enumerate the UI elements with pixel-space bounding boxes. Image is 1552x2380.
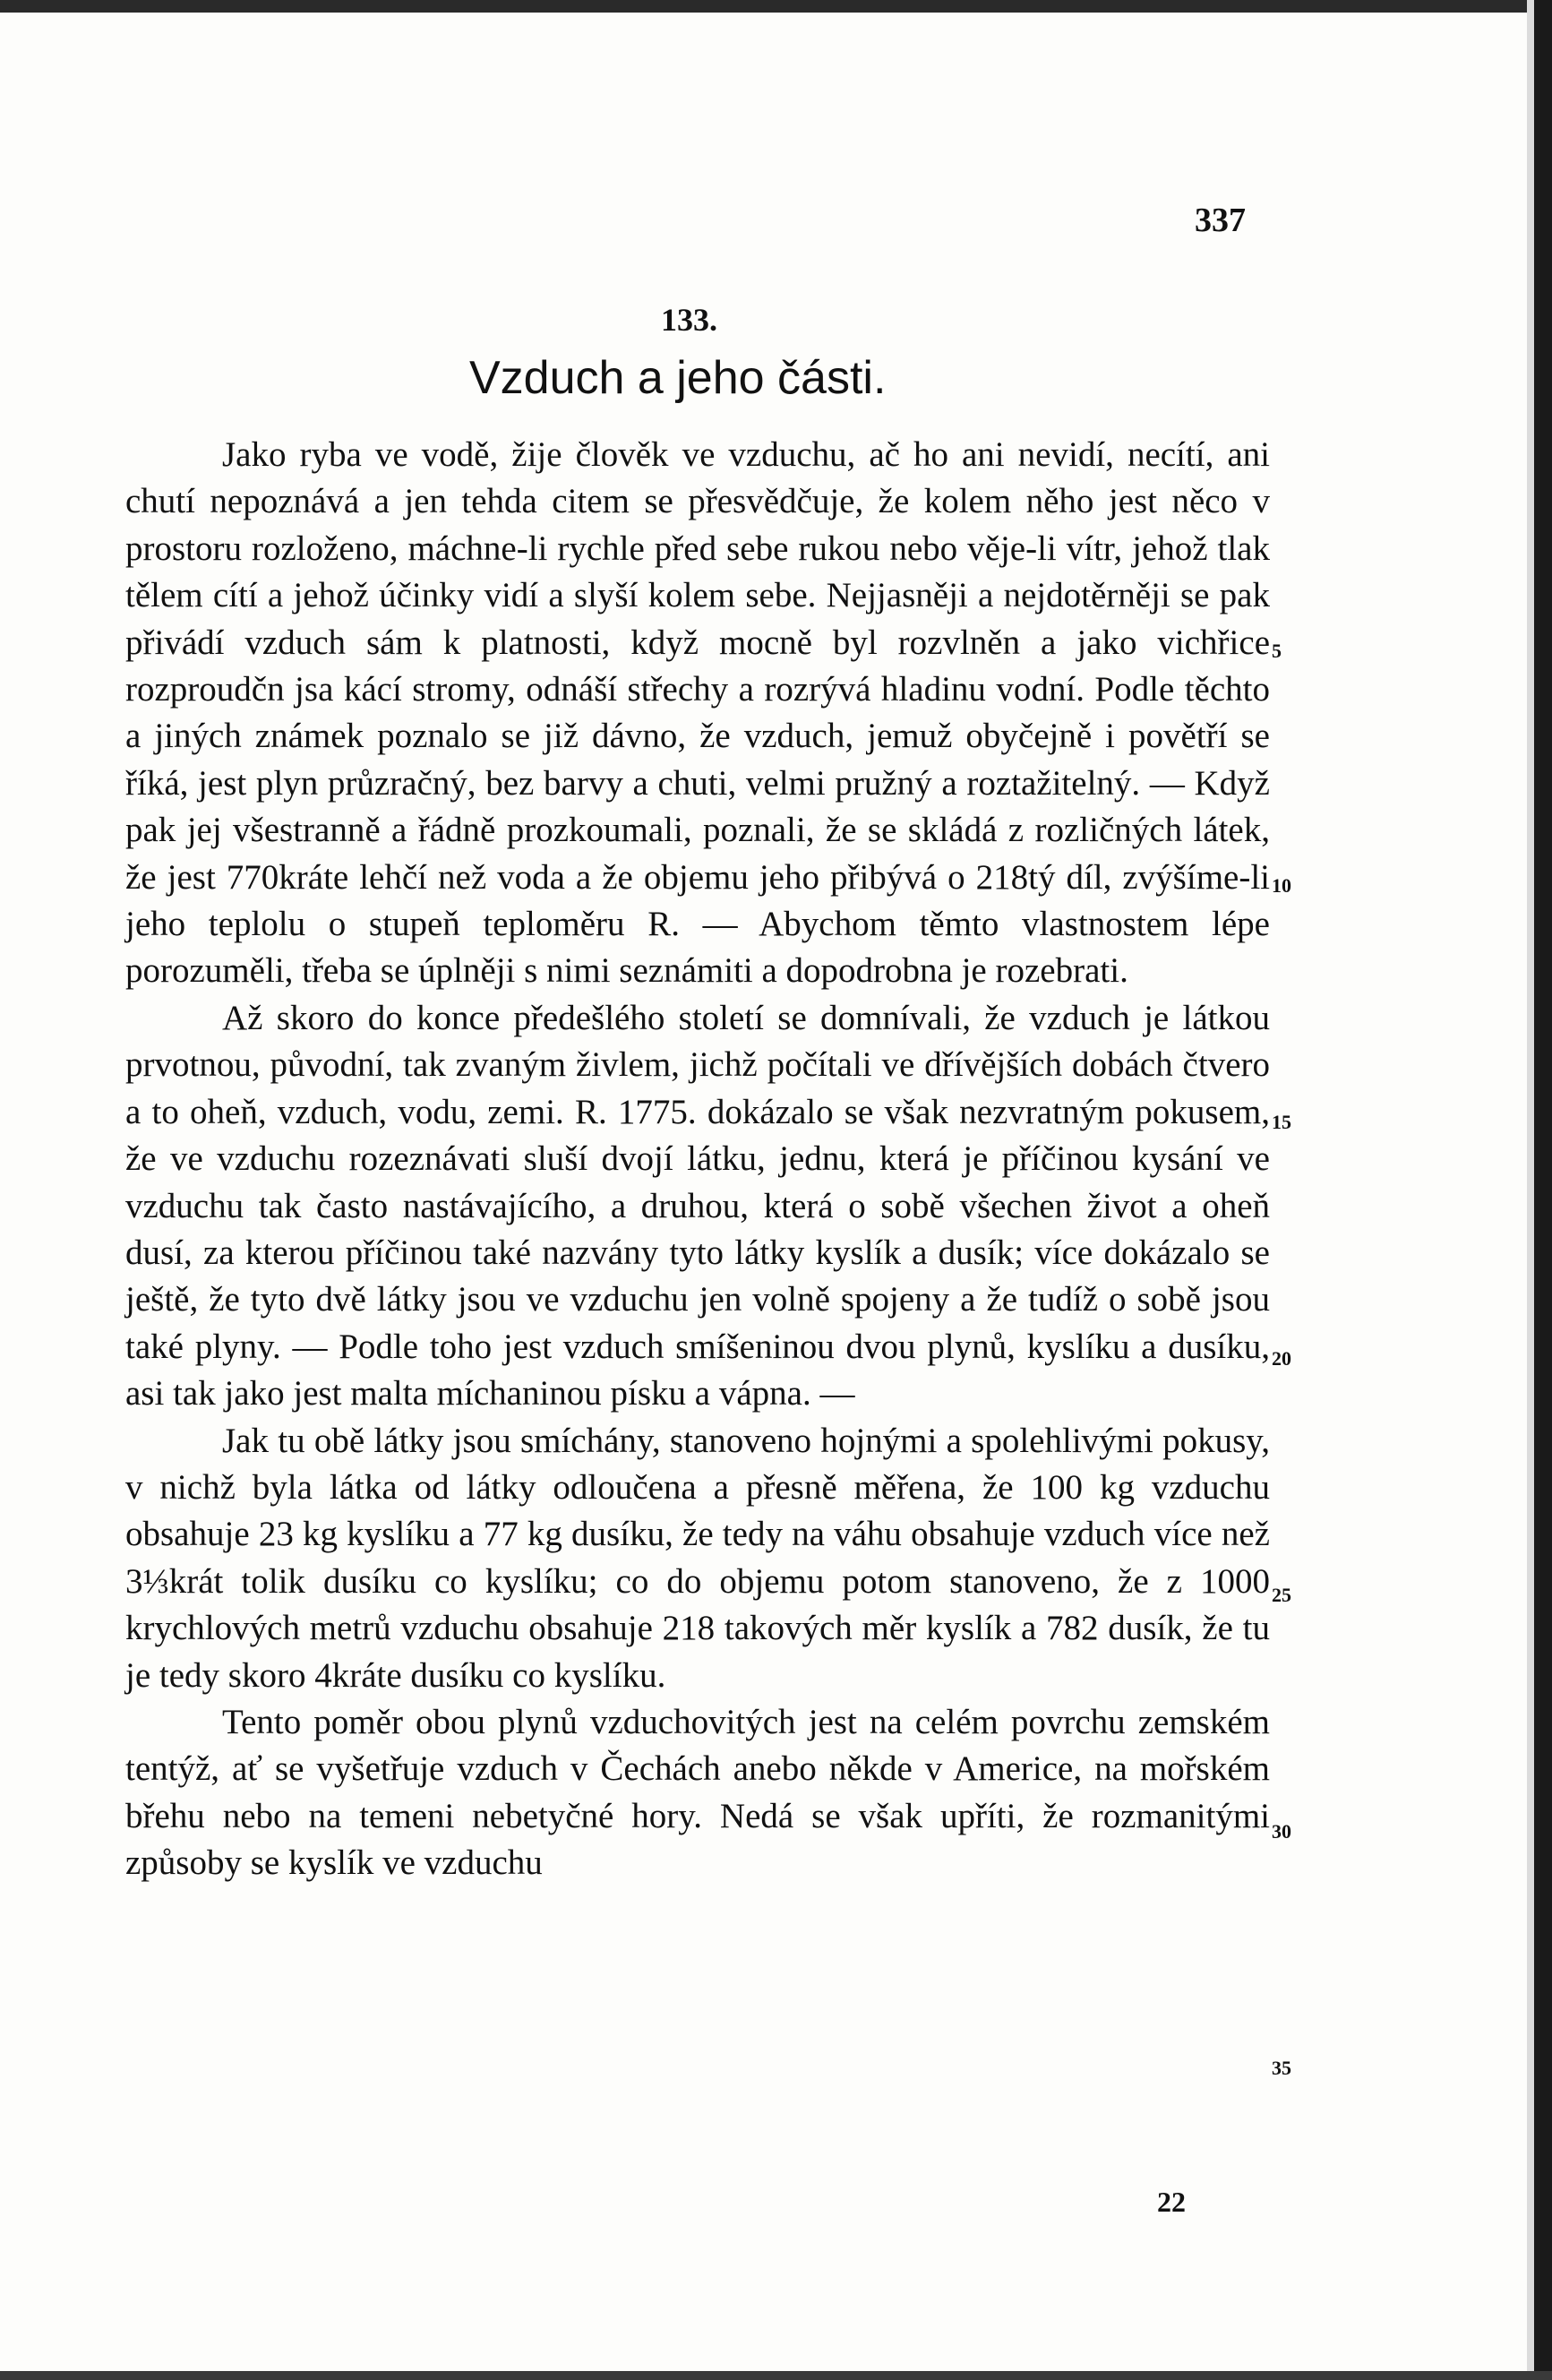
- paragraph: Jak tu obě látky jsou smíchány, stanoveno hojnými a spolehlivými pokusy, v nichž byla látka od látky odloučena a přesně měřena, že 100 kg vzduchu obsahuje 23 kg kyslíku a 77 kg dusíku, že tedy na váhu obsahuje vzduch více než 3⅓krát tolik dusíku co kyslíku; co do objemu potom stanoveno, že z 1000 krychlových metrů vzduchu obsahuje 218 takových měr kyslík a 782 dusík, že tu je tedy skoro 4kráte dusíku co kyslíku.: [125, 1421, 1270, 1695]
- line-number: 25: [1272, 1584, 1291, 1606]
- paragraph: Jako ryba ve vodě, žije člověk ve vzduchu, ač ho ani nevidí, necítí, ani chutí nepoznává a jen tehda citem se přesvědčuje, že kolem něho jest něco v prostoru rozloženo, máchne-li rychle před sebe rukou nebo věje-li vítr, jehož tlak tělem cítí a jehož účinky vidí a slyší kolem sebe. Nejjasněji a nejdotěrněji se pak přivádí vzduch sám k platnosti, když mocně byl rozvlněn a jako vichřice rozproudčn jsa kácí stromy, odnáší střechy a rozrývá hladinu vodní. Podle těchto a jiných známek poznalo se již dávno, že vzduch, jemuž obyčejně i povětří se říká, jest plyn průzračný, bez barvy a chuti, velmi pružný a roztažitelný. — Když pak jej všestranně a řádně prozkoumali, poznali, že se skládá z rozličných látek, že jest 770kráte lehčí než voda a že objemu jeho přibývá o 218tý díl, zvýšíme-li jeho teplolu o stupeň teploměru R. — Abychom těmto vlastnostem lépe porozuměli, třeba se úplněji s nimi seznámiti a dopodrobna je rozebrati.: [125, 435, 1270, 991]
- line-number: 20: [1272, 1347, 1291, 1370]
- line-number: 15: [1272, 1111, 1291, 1133]
- scan-border-bottom: [0, 2371, 1552, 2380]
- scan-border-right: [1534, 0, 1552, 2380]
- paragraph: Až skoro do konce předešlého století se domnívali, že vzduch je látkou prvotnou, původní, tak zvaným živlem, jichž počítali ve dřívějších dobách čtvero a to oheň, vzduch, vodu, zemi. R. 1775. dokázalo se však nezvratným pokusem, že ve vzduchu rozeznávati sluší dvojí látku, jednu, která je příčinou kysání ve vzduchu tak často nastávajícího, a druhou, která o sobě všechen život a oheň dusí, za kterou příčinou také nazvány tyto látky kyslík a dusík; více dokázalo se ještě, že tyto dvě látky jsou ve vzduchu jen volně spojeny a že tudíž o sobě jsou také plyny. — Podle toho jest vzduch smíšeninou dvou plynů, kyslíku a dusíku, asi tak jako jest malta míchaninou písku a vápna. —: [125, 998, 1270, 1413]
- scan-border-inner-right: [1527, 0, 1534, 2380]
- scan-border-top: [0, 0, 1552, 13]
- signature-mark: 22: [1157, 2186, 1186, 2218]
- line-number: 35: [1272, 2057, 1291, 2079]
- section-number: 133.: [661, 302, 717, 338]
- line-number: 30: [1272, 1820, 1291, 1843]
- body-text: [125, 432, 1270, 1887]
- paragraph: Tento poměr obou plynů vzduchovitých jest na celém povrchu zemském tentýž, ať se vyšetřuje vzduch v Čechách anebo někde v Americe, na mořském břehu nebo na temeni nebetyčné hory. Nedá se však upříti, že rozmanitými způsoby se kyslík ve vzduchu: [125, 1702, 1270, 1883]
- line-number: 10: [1272, 874, 1291, 897]
- page-number: 337: [1195, 202, 1246, 239]
- line-number: 5: [1272, 640, 1282, 662]
- section-title: Vzduch a jeho části.: [469, 352, 887, 404]
